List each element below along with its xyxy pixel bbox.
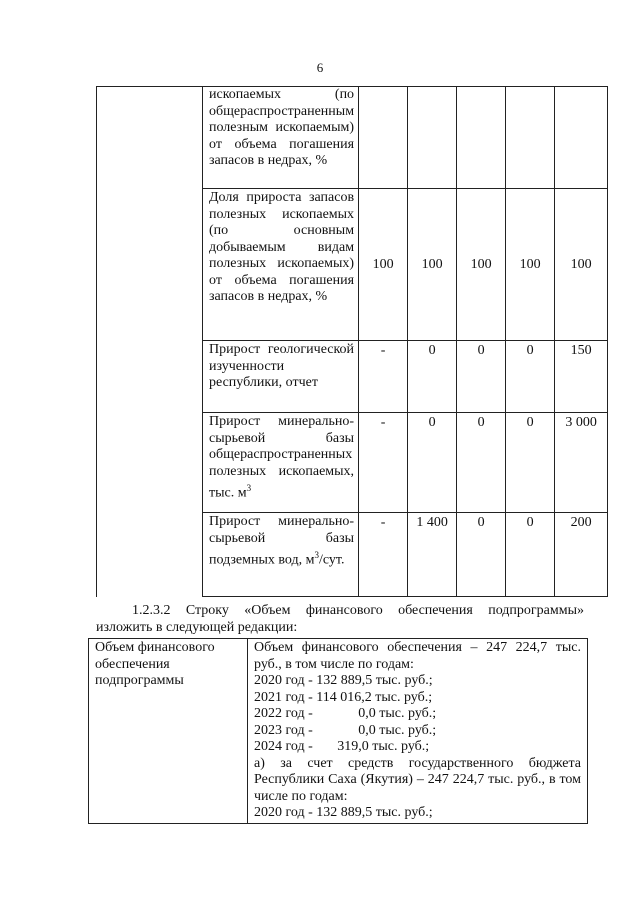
value-cell: 150: [555, 341, 608, 413]
value-cell: 100: [359, 189, 408, 341]
financing-value-cell: [248, 639, 588, 824]
value-cell: 0: [408, 341, 457, 413]
value-cell: [359, 87, 408, 189]
table-row: [97, 513, 608, 597]
value-cell: -: [359, 341, 408, 413]
table-row: [97, 189, 608, 341]
indicator-text: Прирост минерально-сырьевой базы общераспространенных полезных ископаемых, тыс. м: [209, 414, 355, 501]
empty-cell: [97, 513, 203, 597]
value-cell: 100: [506, 189, 555, 341]
empty-cell: [97, 341, 203, 413]
value-cell: [506, 87, 555, 189]
superscript: 3: [314, 550, 319, 560]
indicator-cell: [203, 189, 359, 341]
financing-line: 2020 год - 132 889,5 тыс. руб.;: [254, 805, 433, 820]
value-cell: 0: [506, 341, 555, 413]
financing-line: 2021 год - 114 016,2 тыс. руб.;: [254, 689, 433, 705]
indicator-cell: [203, 513, 359, 597]
value-cell: 100: [408, 189, 457, 341]
page-number: 6: [316, 60, 324, 75]
value-cell: 0: [457, 513, 506, 597]
indicators-table: [96, 86, 608, 597]
value-cell: 3 000: [555, 413, 608, 513]
value-cell: -: [359, 513, 408, 597]
value-cell: 0: [457, 341, 506, 413]
empty-cell: [97, 413, 203, 513]
table-row: [97, 341, 608, 413]
value-cell: -: [359, 413, 408, 513]
financing-line: а) за счет средств государственного бюджета Республики Саха (Якутия) – 247 224,7 тыс. руб., в том числе по годам:: [254, 755, 581, 804]
value-cell: [457, 87, 506, 189]
value-cell: 0: [408, 413, 457, 513]
value-cell: 0: [457, 413, 506, 513]
table-row: [89, 639, 588, 824]
value-cell: 0: [506, 513, 555, 597]
value-cell: 200: [555, 513, 608, 597]
financing-line: 2023 год - 0,0 тыс. руб.;: [254, 722, 437, 738]
table-row: [97, 413, 608, 513]
value-cell: 100: [555, 189, 608, 341]
indicator-text: Прирост геологической изученности республики, отчет: [209, 342, 355, 390]
financing-line: 2020 год - 132 889,5 тыс. руб.;: [254, 673, 433, 688]
financing-line: Объем финансового обеспечения – 247 224,7 тыс. руб., в том числе по годам:: [254, 640, 581, 672]
financing-label: Объем финансового обеспечения подпрограммы: [89, 639, 248, 824]
indicator-text: Доля прироста запасов полезных ископаемых (по основным добываемым видам полезных ископаемых) от объема погашения запасов в недрах, %: [209, 190, 355, 304]
indicator-cell: [203, 413, 359, 513]
indicator-cell: [203, 341, 359, 413]
empty-cell: [97, 189, 203, 341]
value-cell: 100: [457, 189, 506, 341]
indicator-cell: [203, 87, 359, 189]
table-row: [97, 87, 608, 189]
superscript: 3: [246, 483, 252, 493]
value-cell: [555, 87, 608, 189]
financing-table: [88, 638, 588, 824]
value-cell: 1 400: [408, 513, 457, 597]
empty-cell: [97, 87, 203, 189]
value-cell: 0: [506, 413, 555, 513]
amendment-paragraph: 1.2.3.2 Строку «Объем финансового обеспечения подпрограммы» изложить в следующей редакции:: [96, 603, 584, 635]
indicator-text: Прирост минерально-сырьевой базы подземных вод, м: [209, 514, 355, 568]
value-cell: [408, 87, 457, 189]
indicator-text: ископаемых (по общераспространенным полезным ископаемым) от объема погашения запасов в недрах, %: [209, 87, 355, 168]
indicator-text-tail: /сут.: [318, 552, 345, 568]
financing-line: 2024 год - 319,0 тыс. руб.;: [254, 739, 430, 754]
financing-line: 2022 год - 0,0 тыс. руб.;: [254, 706, 437, 721]
